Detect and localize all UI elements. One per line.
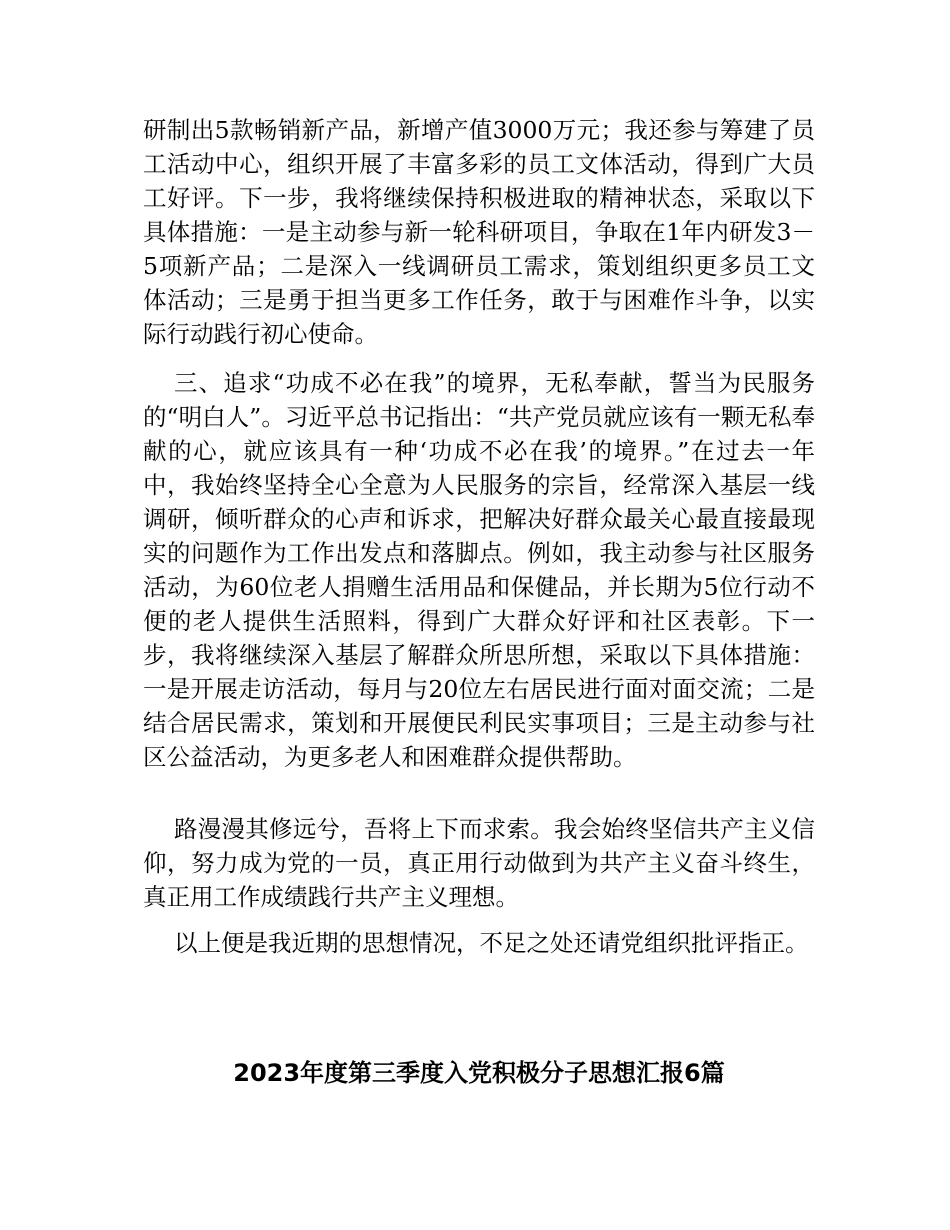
paragraph-continuation: 研制出5款畅销新产品，新增产值3000万元；我还参与筹建了员工活动中心，组织开展了丰富多彩的员工文体活动，得到广大员工好评。下一步，我将继续保持积极进取的精神状态，采取以下具体措施：一是主动参与新一轮科研项目，争取在1年内研发3－5项新产品；二是深入一线调研员工需求，策划组织更多员工文体活动；三是勇于担当更多工作任务，敢于与困难作斗争，以实际行动践行初心使命。 bbox=[143, 116, 815, 348]
paragraph-section-three: 三、追求“功成不必在我”的境界，无私奉献，誓当为民服务的“明白人”。习近平总书记指出：“共产党员就应该有一颗无私奉献的心，就应该具有一种‘功成不必在我’的境界。”在过去一年中，我始终坚持全心全意为人民服务的宗旨，经常深入基层一线调研，倾听群众的心声和诉求，把解决好群众最关心最直接最现实的问题作为工作出发点和落脚点。例如，我主动参与社区服务活动，为60位老人捐赠生活用品和保健品，并长期为5位行动不便的老人提供生活照料，得到广大群众好评和社区表彰。下一步，我将继续深入基层了解群众所思所想，采取以下具体措施：一是开展走访活动，每月与20位左右居民进行面对面交流；二是结合居民需求，策划和开展便民利民实事项目；三是主动参与社区公益活动，为更多老人和困难群众提供帮助。 bbox=[143, 369, 815, 771]
paragraph-closing: 以上便是我近期的思想情况，不足之处还请党组织批评指正。 bbox=[174, 929, 809, 957]
paragraph-resolution: 路漫漫其修远兮，吾将上下而求索。我会始终坚信共产主义信仰，努力成为党的一员，真正用行动做到为共产主义奋斗终生，真正用工作成绩践行共产主义理想。 bbox=[143, 815, 815, 911]
next-document-title: 2023年度第三季度入党积极分子思想汇报6篇 bbox=[233, 1059, 725, 1087]
